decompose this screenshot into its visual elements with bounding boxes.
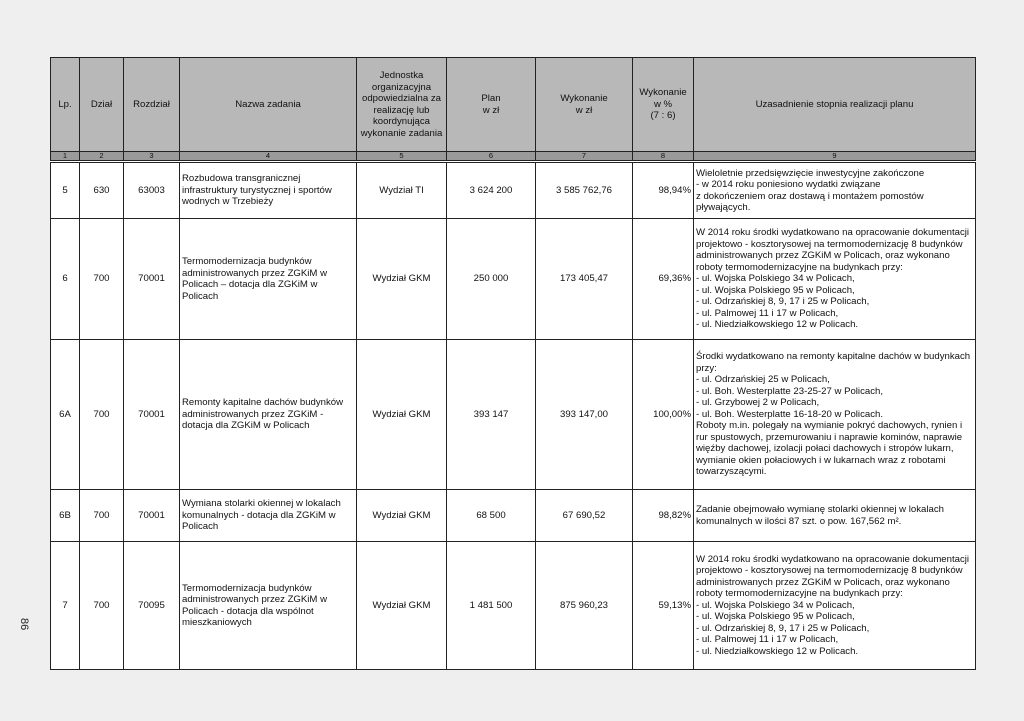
cell-dzial: 700 [80, 219, 124, 340]
cell-execution-percent: 59,13% [633, 542, 694, 670]
header-execution: Wykonanie w zł [536, 58, 633, 152]
cell-rozdzial: 70001 [124, 219, 180, 340]
cell-execution-percent: 100,00% [633, 340, 694, 490]
cell-execution-percent: 69,36% [633, 219, 694, 340]
cell-rozdzial: 70001 [124, 490, 180, 542]
table-row [51, 219, 976, 340]
cell-lp: 6B [51, 490, 80, 542]
cell-execution: 875 960,23 [536, 542, 633, 670]
cell-task-name: Rozbudowa transgranicznej infrastruktury turystycznej i sportów wodnych w Trzebieży [180, 162, 357, 219]
cell-unit: Wydział GKM [357, 542, 447, 670]
cell-execution: 67 690,52 [536, 490, 633, 542]
header-dzial: Dział [80, 58, 124, 152]
cell-rozdzial: 70001 [124, 340, 180, 490]
cell-justification: Środki wydatkowano na remonty kapitalne dachów w budynkach przy: - ul. Odrzańskiej 25 w Policach, - ul. Boh. Westerplatte 23-25-27 w Policach, - ul. Grzybowej 2 w Policach, - ul. Boh. Westerplatte 16-18-20 w Policach. Roboty m.in. polegały na wymianie pokryć dachowych, rynien i rur spustowych, przemurowaniu i naprawie kominów, naprawie więźby dachowej, izolacji połaci dachowych i stropów lukarn, wymianie okien połaciowych i w lukarnach wraz z robotami towarzyszącymi. [694, 340, 976, 490]
column-number: 5 [357, 152, 447, 162]
cell-lp: 7 [51, 542, 80, 670]
cell-lp: 6A [51, 340, 80, 490]
page-number: 86 [18, 618, 30, 631]
cell-unit: Wydział GKM [357, 219, 447, 340]
cell-task-name: Remonty kapitalne dachów budynków administrowanych przez ZGKiM - dotacja dla ZGKiM w Policach [180, 340, 357, 490]
table-row [51, 162, 976, 219]
header-plan: Plan w zł [447, 58, 536, 152]
cell-execution-percent: 98,82% [633, 490, 694, 542]
column-number: 6 [447, 152, 536, 162]
column-number: 7 [536, 152, 633, 162]
cell-plan: 393 147 [447, 340, 536, 490]
header-lp: Lp. [51, 58, 80, 152]
cell-execution-percent: 98,94% [633, 162, 694, 219]
cell-execution: 173 405,47 [536, 219, 633, 340]
table-row [51, 542, 976, 670]
cell-unit: Wydział TI [357, 162, 447, 219]
cell-dzial: 700 [80, 490, 124, 542]
header-execution-percent: Wykonanie w % (7 : 6) [633, 58, 694, 152]
header-unit: Jednostka organizacyjna odpowiedzialna za realizację lub koordynująca wykonanie zadania [357, 58, 447, 152]
cell-justification: Wieloletnie przedsięwzięcie inwestycyjne zakończone - w 2014 roku poniesiono wydatki związane z dokończeniem oraz dostawą i montażem pomostów pływających. [694, 162, 976, 219]
header-rozdzial: Rozdział [124, 58, 180, 152]
cell-dzial: 700 [80, 542, 124, 670]
cell-plan: 68 500 [447, 490, 536, 542]
cell-plan: 250 000 [447, 219, 536, 340]
cell-lp: 6 [51, 219, 80, 340]
cell-execution: 3 585 762,76 [536, 162, 633, 219]
table-row [51, 340, 976, 490]
table-row [51, 490, 976, 542]
cell-task-name: Termomodernizacja budynków administrowanych przez ZGKiM w Policach - dotacja dla wspólnot mieszkaniowych [180, 542, 357, 670]
cell-plan: 3 624 200 [447, 162, 536, 219]
cell-justification: W 2014 roku środki wydatkowano na opracowanie dokumentacji projektowo - kosztorysowej na termomodernizację 8 budynków administrowanych przez ZGKiM w Policach, oraz wykonano roboty termomodernizacyjne na budynkach przy: - ul. Wojska Polskiego 34 w Policach, - ul. Wojska Polskiego 95 w Policach, - ul. Odrzańskiej 8, 9, 17 i 25 w Policach, - ul. Palmowej 11 i 17 w Policach, - ul. Niedziałkowskiego 12 w Policach. [694, 219, 976, 340]
cell-rozdzial: 70095 [124, 542, 180, 670]
cell-dzial: 630 [80, 162, 124, 219]
cell-plan: 1 481 500 [447, 542, 536, 670]
header-task-name: Nazwa zadania [180, 58, 357, 152]
cell-unit: Wydział GKM [357, 490, 447, 542]
header-justification: Uzasadnienie stopnia realizacji planu [694, 58, 976, 152]
header-row [51, 58, 976, 152]
column-number: 9 [694, 152, 976, 162]
column-number: 2 [80, 152, 124, 162]
column-number: 1 [51, 152, 80, 162]
cell-task-name: Wymiana stolarki okiennej w lokalach komunalnych - dotacja dla ZGKiM w Policach [180, 490, 357, 542]
column-number: 3 [124, 152, 180, 162]
cell-task-name: Termomodernizacja budynków administrowanych przez ZGKiM w Policach – dotacja dla ZGKiM w Policach [180, 219, 357, 340]
cell-unit: Wydział GKM [357, 340, 447, 490]
column-number-row [51, 152, 976, 162]
column-number: 8 [633, 152, 694, 162]
budget-execution-table [50, 57, 976, 670]
cell-justification: Zadanie obejmowało wymianę stolarki okiennej w lokalach komunalnych w ilości 87 szt. o pow. 167,562 m². [694, 490, 976, 542]
cell-justification: W 2014 roku środki wydatkowano na opracowanie dokumentacji projektowo - kosztorysowej na termomodernizację 8 budynków administrowanych przez ZGKiM w Policach, oraz wykonano roboty termomodernizacyjne na budynkach przy: - ul. Wojska Polskiego 34 w Policach, - ul. Wojska Polskiego 95 w Policach, - ul. Odrzańskiej 8, 9, 17 i 25 w Policach, - ul. Palmowej 11 i 17 w Policach, - ul. Niedziałkowskiego 12 w Policach. [694, 542, 976, 670]
column-number: 4 [180, 152, 357, 162]
cell-rozdzial: 63003 [124, 162, 180, 219]
cell-execution: 393 147,00 [536, 340, 633, 490]
cell-lp: 5 [51, 162, 80, 219]
cell-dzial: 700 [80, 340, 124, 490]
